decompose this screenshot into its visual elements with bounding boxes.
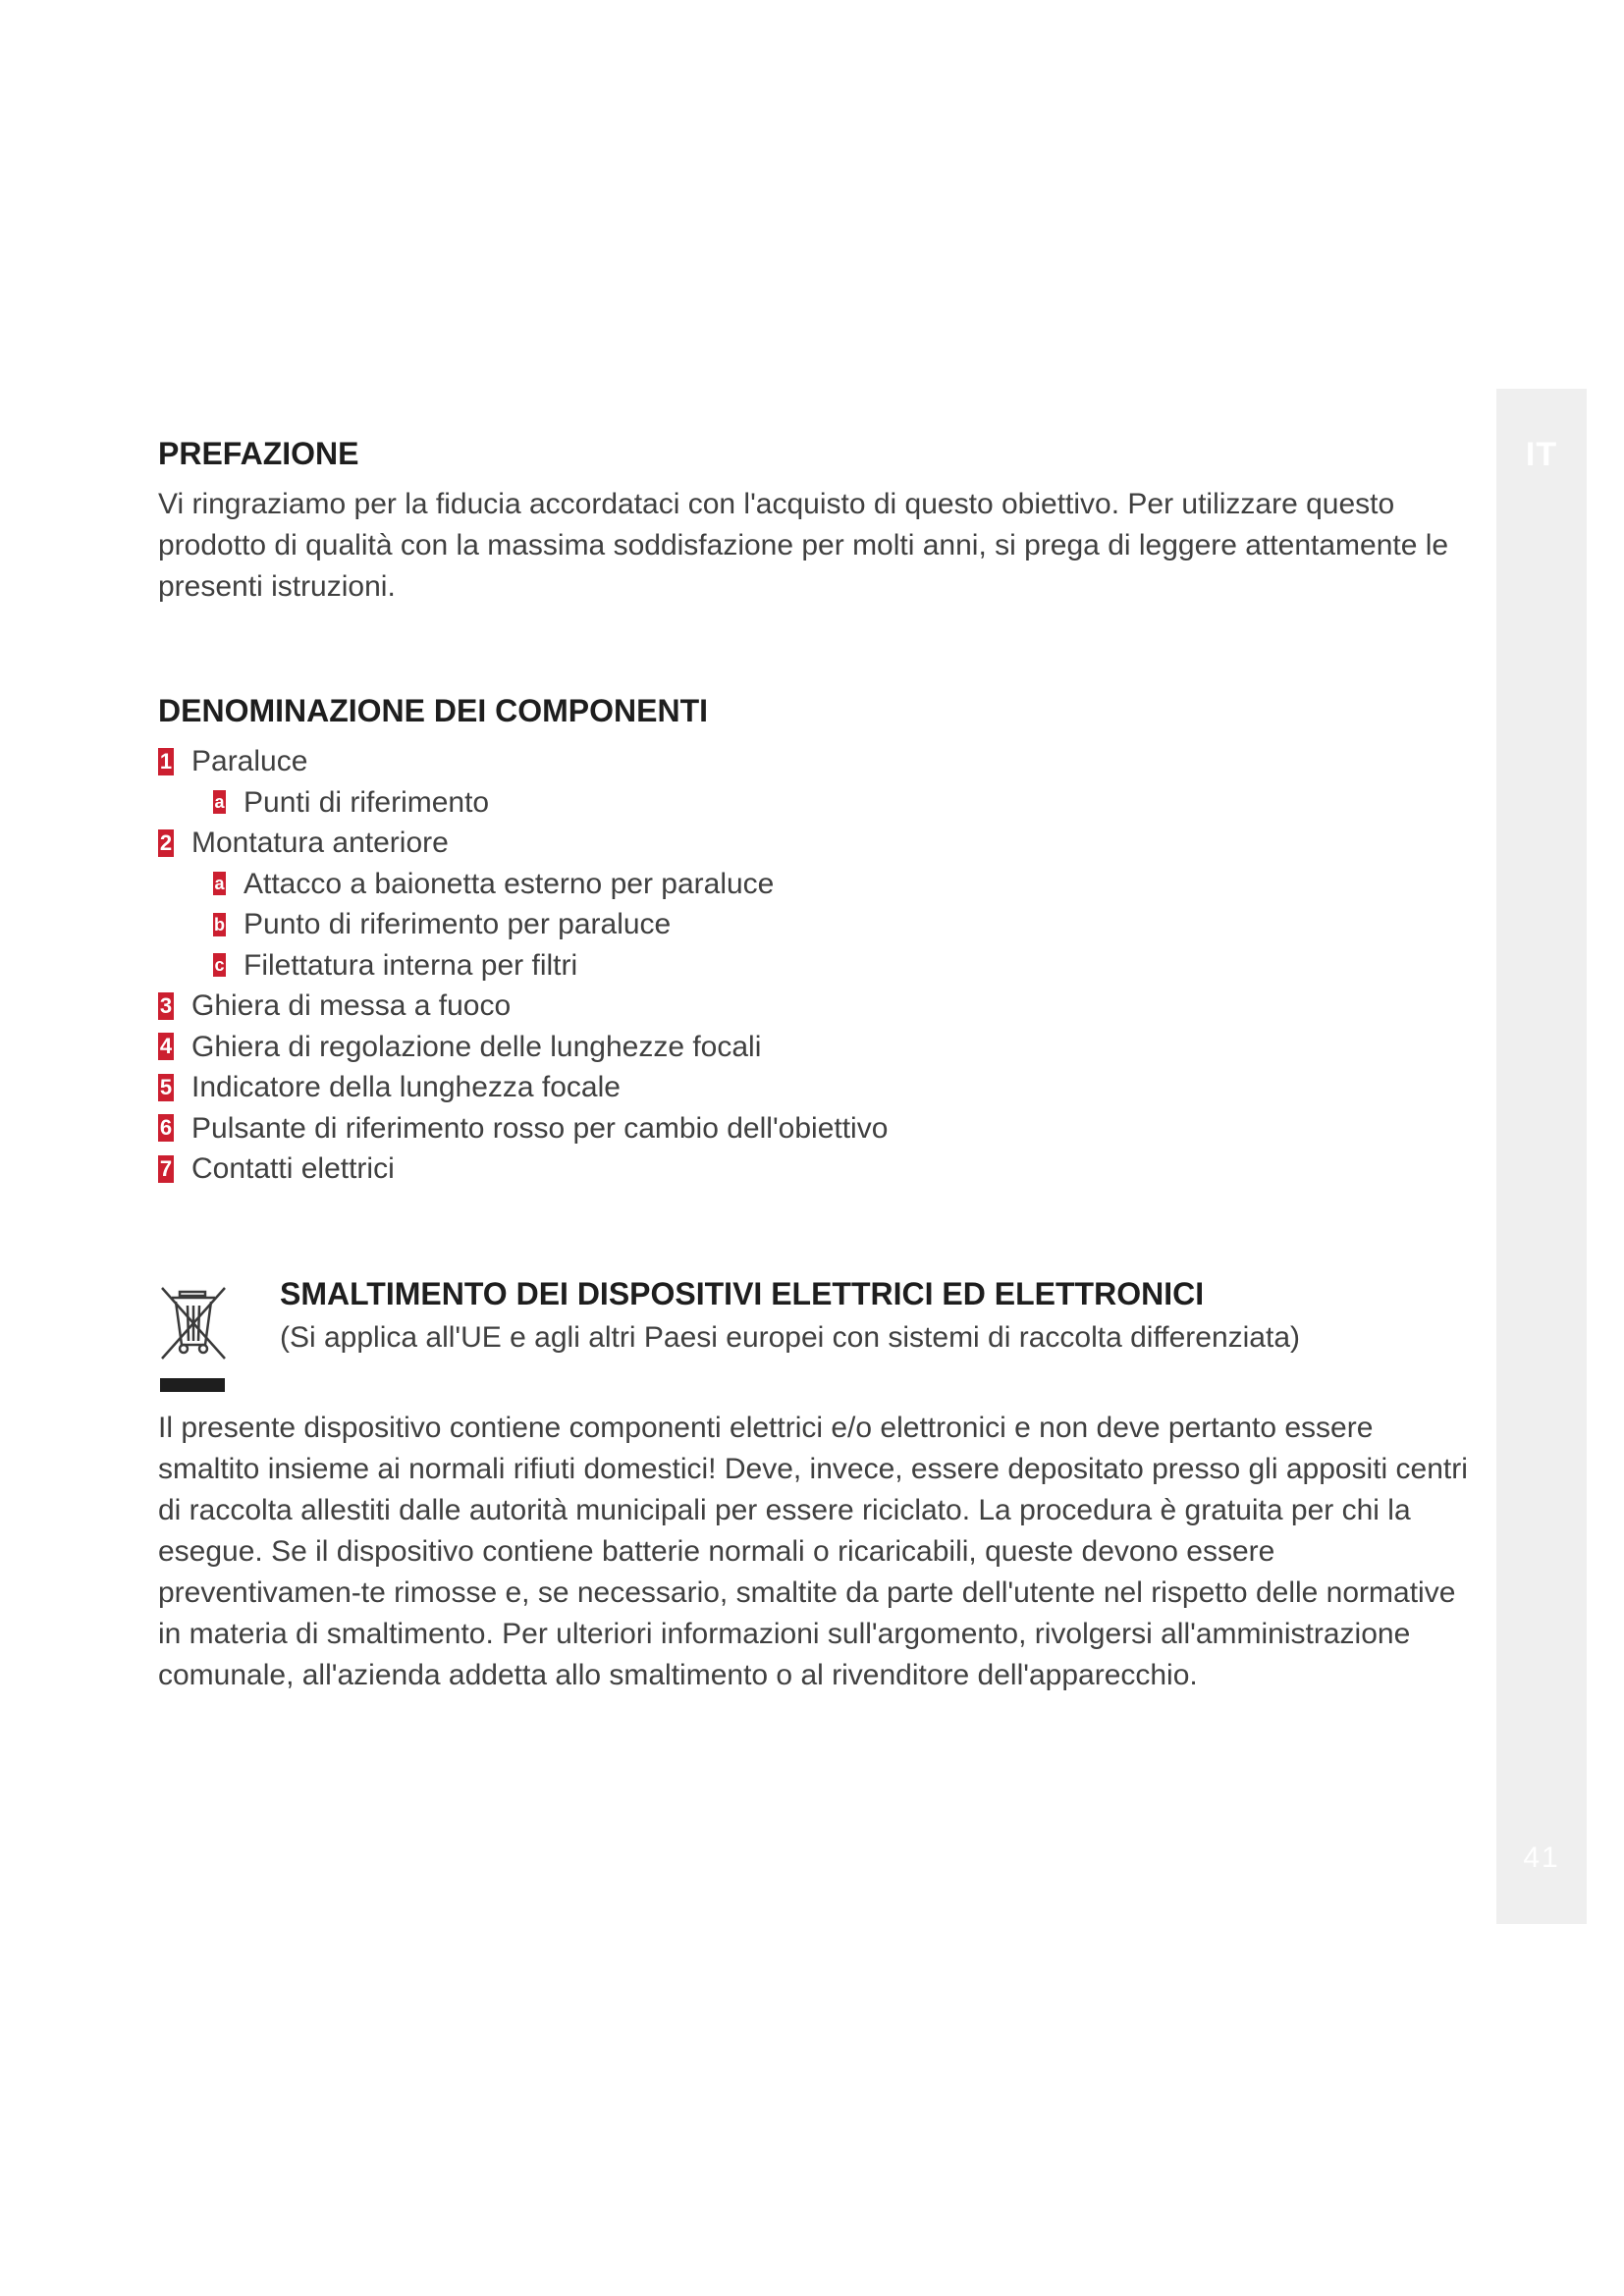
preface-text: Vi ringraziamo per la fiducia accordataci con l'acquisto di questo obiettivo. Per utilizzare questo prodotto di qualità con la massima soddisfazione per molti anni, si prega di leggere attentamente le presenti istruzioni.	[158, 488, 1449, 603]
component-label: Contatti elettrici	[191, 1152, 395, 1185]
language-label: IT	[1525, 436, 1558, 473]
components-section	[158, 693, 1474, 1190]
component-subitem	[158, 904, 1474, 945]
component-subitem	[158, 864, 1474, 905]
preface-heading: PREFAZIONE	[158, 436, 359, 471]
subitem-label: Punti di riferimento	[244, 785, 490, 819]
component-item	[158, 823, 1474, 864]
component-item	[158, 1108, 1474, 1149]
component-label: Ghiera di regolazione delle lunghezze focali	[191, 1030, 762, 1063]
component-number-badge: 7	[159, 1155, 173, 1181]
subitem-label: Filettatura interna per filtri	[244, 948, 578, 982]
disposal-body-section	[158, 1408, 1474, 1696]
disposal-subheading: (Si applica all'UE e agli altri Paesi europei con sistemi di raccolta differenziata)	[280, 1321, 1300, 1354]
component-label: Pulsante di riferimento rosso per cambio dell'obiettivo	[191, 1111, 889, 1145]
component-label: Ghiera di messa a fuoco	[191, 989, 512, 1022]
component-number-badge: 2	[159, 829, 173, 855]
component-number-badge: 3	[159, 992, 173, 1018]
component-item	[158, 986, 1474, 1027]
disposal-heading: SMALTIMENTO DEI DISPOSITIVI ELETTRICI ED ELETTRONICI	[280, 1276, 1205, 1311]
component-label: Indicatore della lunghezza focale	[191, 1071, 621, 1103]
component-number-badge: 1	[159, 748, 173, 774]
component-item	[158, 1067, 1474, 1108]
subitem-letter-badge: a	[214, 792, 225, 813]
subitem-letter-badge: a	[214, 874, 225, 894]
disposal-text: Il presente dispositivo contiene componenti elettrici e/o elettronici e non deve pertanto essere smaltito insieme ai normali rifiuti domestici! Deve, invece, essere depositato presso gli appositi centri di raccolta allestiti dalle autorità municipali per essere riciclato. La procedura è gratuita per chi la esegue. Se il dispositivo contiene batterie normali o ricaricabili, queste devono essere preventivamen-te rimosse e, se necessario, smaltite da parte dell'utente nel rispetto delle normative in materia di smaltimento. Per ulteriori informazioni sull'argomento, rivolgersi all'amministrazione comunale, all'azienda addetta allo smaltimento o al rivenditore dell'apparecchio.	[158, 1412, 1468, 1691]
subitem-label: Attacco a baionetta esterno per paraluce	[244, 867, 775, 900]
disposal-heading-block	[280, 1276, 1478, 1358]
component-number-badge: 4	[159, 1034, 173, 1059]
component-subitem	[158, 782, 1474, 824]
components-list	[158, 741, 1474, 1190]
component-subitem	[158, 945, 1474, 987]
components-heading: DENOMINAZIONE DEI COMPONENTI	[158, 693, 709, 728]
component-label: Montatura anteriore	[191, 827, 449, 859]
component-label: Paraluce	[191, 745, 308, 777]
component-number-badge: 5	[159, 1074, 173, 1099]
component-item	[158, 741, 1474, 782]
subitem-letter-badge: b	[214, 914, 225, 934]
page-number: 41	[1523, 1842, 1560, 1874]
component-item	[158, 1148, 1474, 1190]
component-number-badge: 6	[159, 1115, 173, 1141]
language-side-tab	[1496, 389, 1587, 1924]
weee-crossed-bin-icon	[158, 1284, 229, 1394]
subitem-label: Punto di riferimento per paraluce	[244, 908, 672, 940]
component-item	[158, 1027, 1474, 1068]
subitem-letter-badge: c	[214, 955, 225, 976]
preface-section	[158, 436, 1474, 608]
